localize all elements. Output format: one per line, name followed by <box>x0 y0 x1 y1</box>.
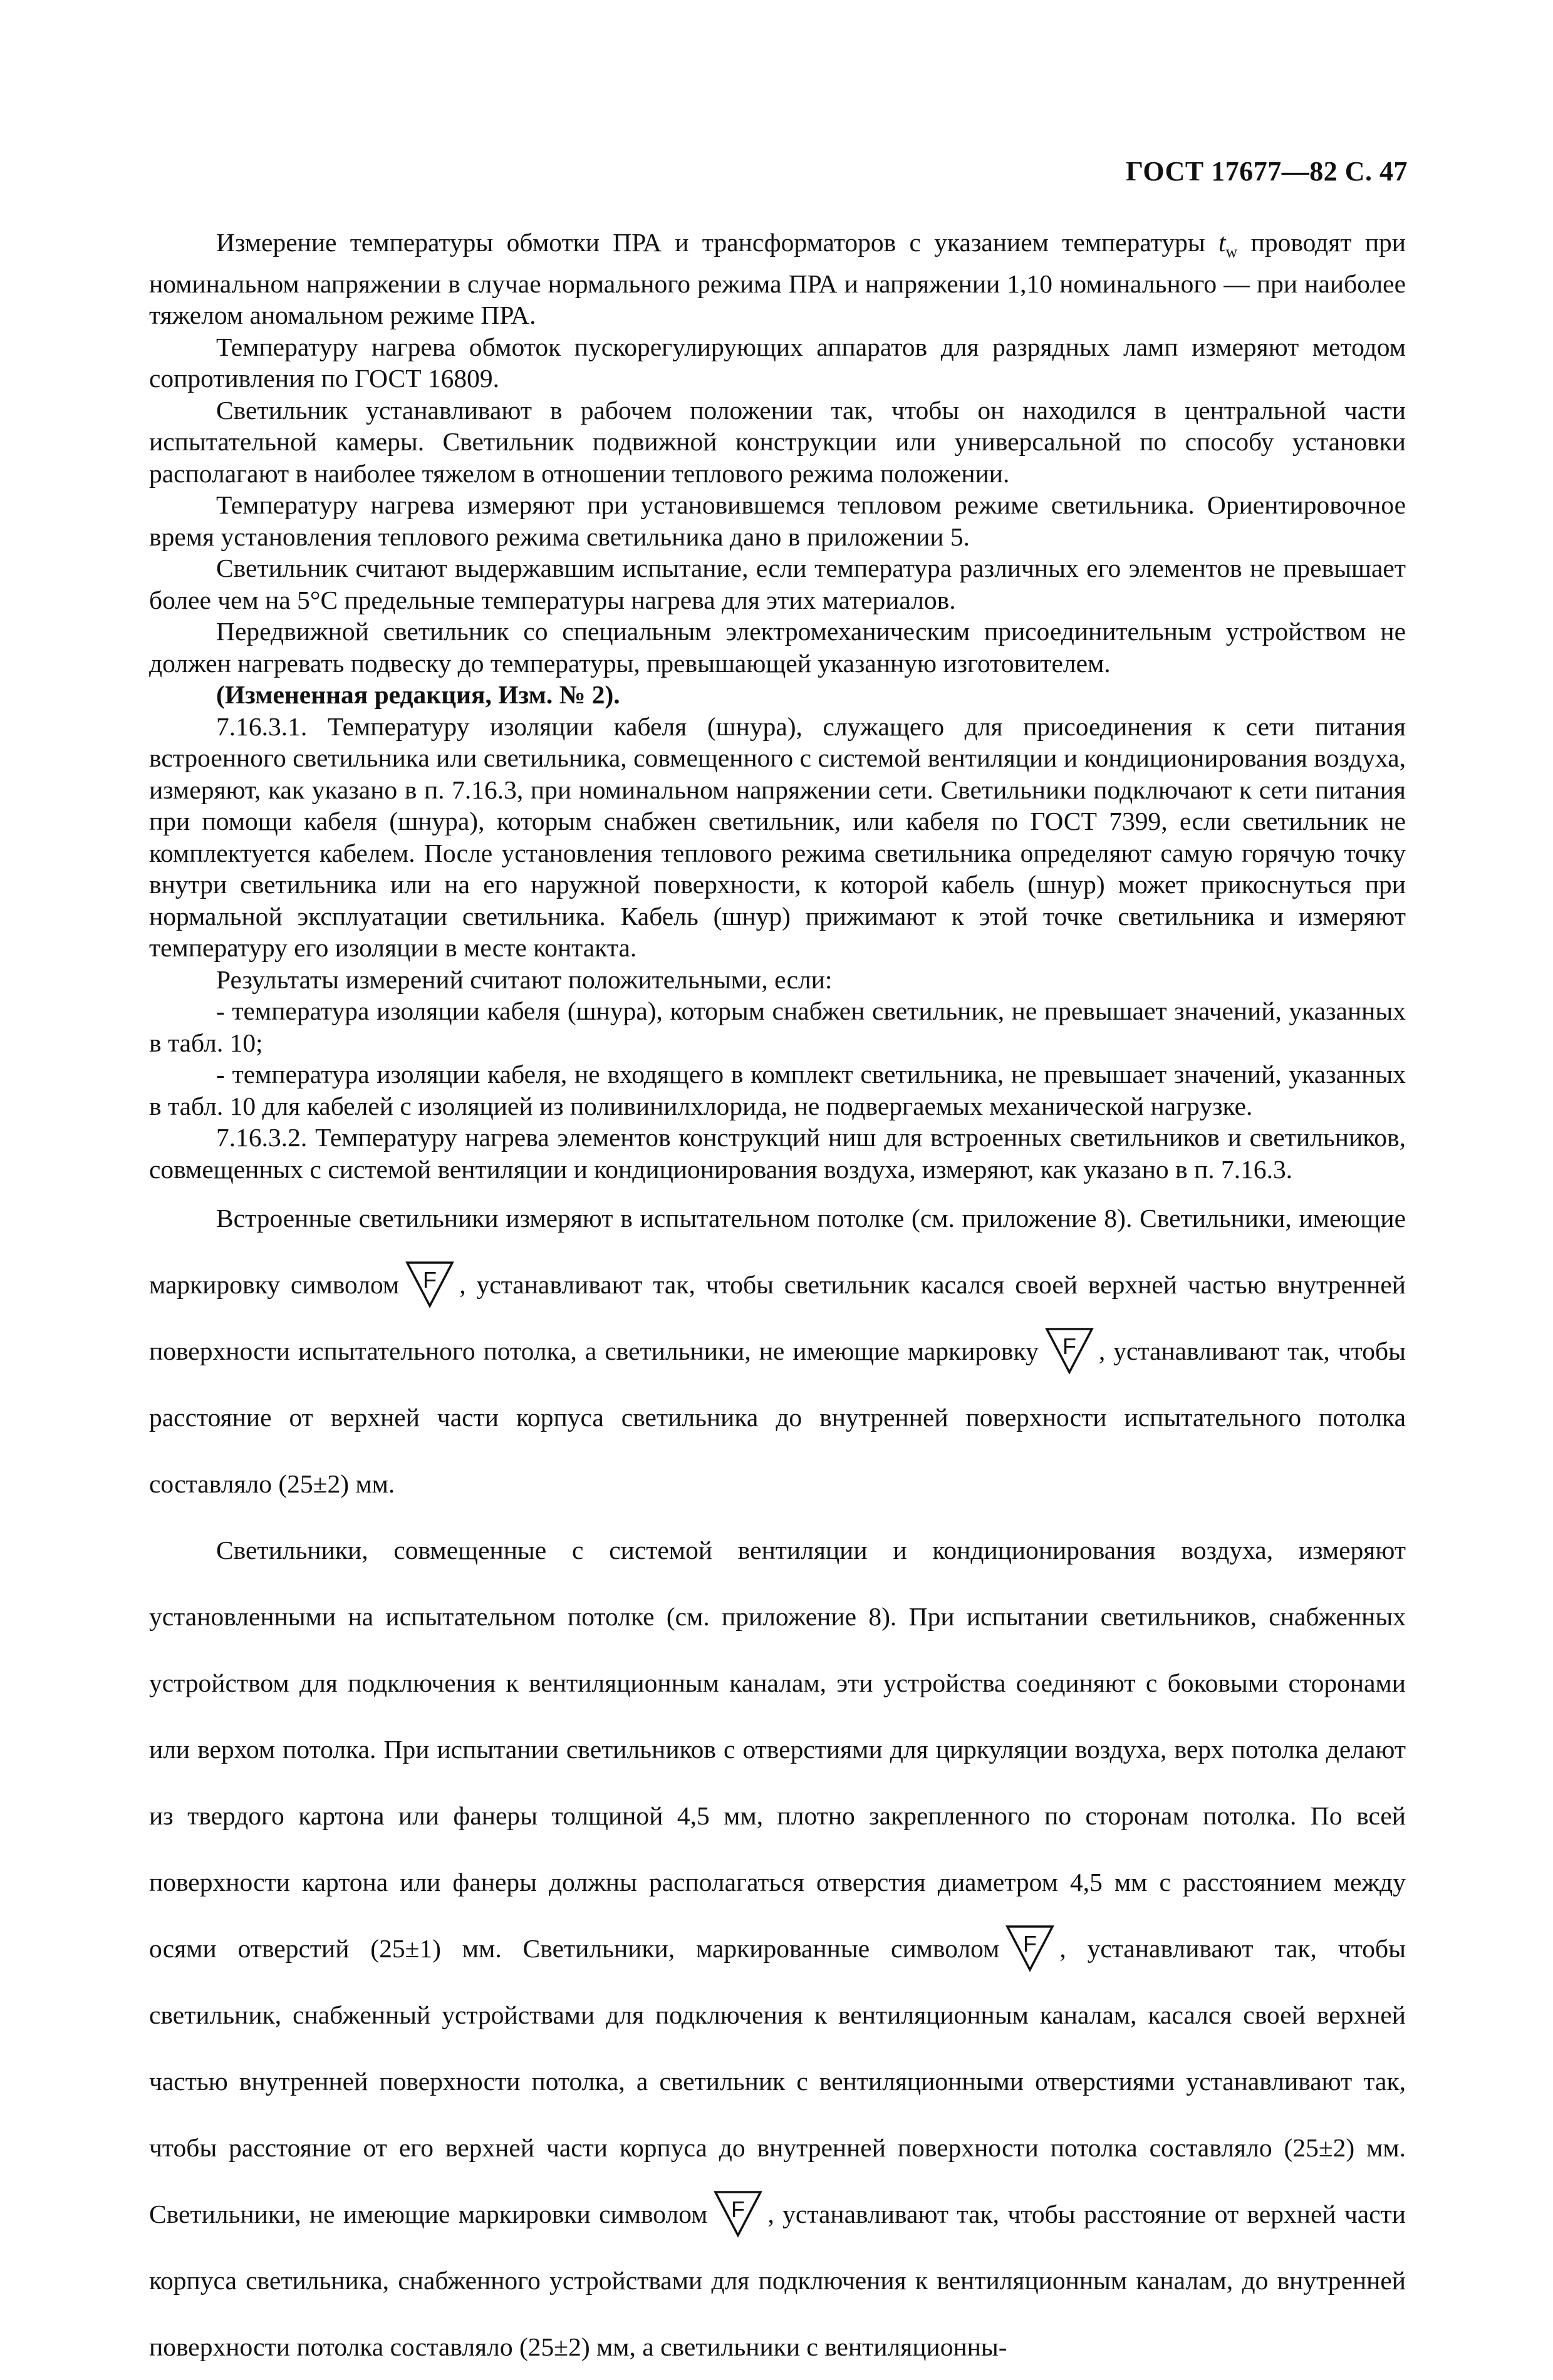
list-item-cable-supplied: - температура изоляции кабеля (шнура), которым снабжен светильник, не превышает значений, указанных в табл. 10; <box>149 996 1406 1057</box>
document-body <box>149 227 1406 2380</box>
paragraph-ventilated-luminaires: Светильники, совмещенные с системой вентиляции и кондиционирования воздуха, измеряют установленными на испытательном потолке (см. приложение 8). При испытании светильников, снабженных устройством для подключения к вентиляционным каналам, эти устройства соединяют с боковыми сторонами или верхом потолка. При испытании светильников с отверстиями для циркуляции воздуха, верх потолка делают из твердого картона или фанеры толщиной 4,5 мм, плотно закрепленного по сторонам потолка. По всей поверхности картона или фанеры должны располагаться отверстия диаметром 4,5 мм с расстоянием между осями отверстий (25±1) мм. Светильники, маркированные символом F , устанавливают так, чтобы светильник, снабженный устройствами для подключения к вентиляционным каналам, касался своей верхней частью внутренней поверхности потолка, а светильник с вентиляционными отверстиями устанавливают так, чтобы расстояние от его верхней части корпуса до внутренней поверхности потолка составляло (25±2) мм. Светильники, не имеющие маркировки символом F , устанавливают так, чтобы расстояние от верхней части корпуса светильника, снабженного устройствами для подключения к вентиляционным каналам, до внутренней поверхности потолка составляло (25±2) мм, а светильники с вентиляционны- <box>149 1536 1406 2362</box>
paragraph-recessed-luminaires: Встроенные светильники измеряют в испытательном потолке (см. приложение 8). Светильники, имеющие маркировку символом F , устанавливают так, чтобы светильник касался своей верхней частью внутренней поверхности испытательного потолка, а светильники, не имеющие маркировку F , устанавливают так, чтобы расстояние от верхней части корпуса светильника до внутренней поверхности испытательного потолка составляло (25±2) мм. <box>149 1204 1406 1499</box>
triangle-F-icon <box>405 1260 454 1308</box>
paragraph-7-16-3-1: 7.16.3.1. Температуру изоляции кабеля (шнура), служащего для присоединения к сети питания встроенного светильника или светильника, совмещенного с системой вентиляции и кондиционирования воздуха, измеряют, как указано в п. 7.16.3, при номинальном напряжении сети. Светильники подключают к сети питания при помощи кабеля (шнура), которым снабжен светильник, или кабеля по ГОСТ 7399, если светильник не комплектуется кабелем. После установления теплового режима светильника определяют самую горячую точку внутри светильника или на его наружной поверхности, к которой кабель (шнур) может прикоснуться при нормальной эксплуатации светильника. Кабель (шнур) прижимают к этой точке светильника и измеряют температуру его изоляции в месте контакта. <box>149 711 1406 963</box>
list-item-cable-not-supplied: - температура изоляции кабеля, не входящего в комплект светильника, не превышает значений, указанных в табл. 10 для кабелей с изоляцией из поливинилхлорида, не подвергаемых механической нагрузке. <box>149 1060 1406 1120</box>
paragraph-ballast-winding-temperature: Измерение температуры обмотки ПРА и трансформаторов с указанием температуры $t_w$ проводят при номинальном напряжении в случае нормального режима ПРА и напряжении 1,10 номинального — при наиболее тяжелом аномальном режиме ПРА. <box>149 228 1406 330</box>
triangle-F-icon <box>1045 1326 1094 1375</box>
temperature-subscript: w <box>1225 242 1238 261</box>
paragraph-luminaire-position: Светильник устанавливают в рабочем положении так, чтобы он находился в центральной части испытательной камеры. Светильник подвижной конструкции или универсальной по способу установки располагают в наиболее тяжелом в отношении теплового режима положении. <box>149 395 1406 488</box>
svg-text:F: F <box>423 1267 437 1293</box>
amendment-note: (Измененная редакция, Изм. № 2). <box>216 680 620 710</box>
triangle-F-icon <box>1005 1923 1054 1972</box>
paragraph-7-16-3-2: 7.16.3.2. Температуру нагрева элементов конструкций ниш для встроенных светильников и светильников, совмещенных с системой вентиляции и кондиционирования воздуха, измеряют, как указано в п. 7.16.3. <box>149 1123 1406 1184</box>
svg-text:F: F <box>731 2196 745 2223</box>
temperature-variable: t <box>1218 228 1226 257</box>
paragraph-winding-resistance-method: Температуру нагрева обмоток пускорегулирующих аппаратов для разрядных ламп измеряют методом сопротивления по ГОСТ 16809. <box>149 332 1406 393</box>
paragraph-test-passed: Светильник считают выдержавшим испытание, если температура различных его элементов не превышает более чем на 5°С предельные температуры нагрева для этих материалов. <box>149 554 1406 614</box>
paragraph-results-criteria: Результаты измерений считают положительными, если: <box>216 965 833 994</box>
svg-text:F: F <box>1062 1333 1076 1360</box>
svg-text:F: F <box>1023 1931 1037 1957</box>
paragraph-thermal-mode: Температуру нагрева измеряют при установившемся тепловом режиме светильника. Ориентировочное время установления теплового режима светильника дано в приложении 5. <box>149 490 1406 551</box>
paragraph-mobile-luminaire: Передвижной светильник со специальным электромеханическим присоединительным устройством не должен нагревать подвеску до температуры, превышающей указанную изготовителем. <box>149 617 1406 678</box>
triangle-F-icon <box>714 2189 762 2238</box>
page-header: ГОСТ 17677—82 С. 47 <box>1125 156 1408 187</box>
